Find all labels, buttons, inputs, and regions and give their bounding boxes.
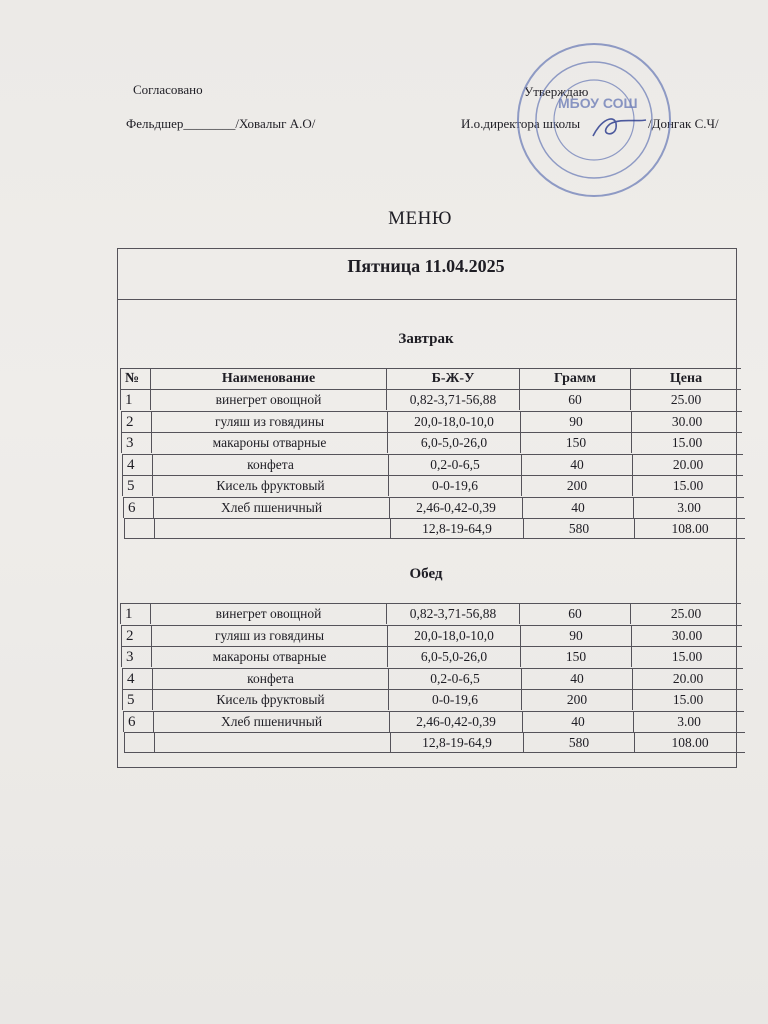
column-name-cell: винегрет овощной xyxy=(150,389,386,410)
column-gram-cell: 580 xyxy=(523,518,634,539)
table-row xyxy=(122,475,742,496)
column-price-cell: 108.00 xyxy=(634,518,745,539)
column-gram-cell: 90 xyxy=(520,411,631,432)
column-bju-cell: 2,46-0,42-0,39 xyxy=(389,711,522,732)
section-lunch-title: Обед xyxy=(409,566,443,582)
column-gram-cell: 60 xyxy=(519,389,630,410)
column-bju-header: Б-Ж-У xyxy=(386,368,519,389)
medic-signature-line: Фельдшер________/Ховалыг А.О/ xyxy=(126,116,316,131)
column-bju-cell: 20,0-18,0-10,0 xyxy=(387,625,520,646)
column-name-cell: гуляш из говядины xyxy=(151,411,387,432)
svg-text:МБОУ СОШ: МБОУ СОШ xyxy=(558,95,638,111)
table-row xyxy=(122,668,742,689)
column-gram-cell: 40 xyxy=(522,711,633,732)
column-gram-cell: 40 xyxy=(522,497,633,518)
column-name-cell: Хлеб пшеничный xyxy=(153,497,389,518)
column-number-cell: 6 xyxy=(123,497,153,518)
column-name-cell: конфета xyxy=(152,668,388,689)
column-number-cell: 4 xyxy=(122,454,152,475)
column-price-cell: 25.00 xyxy=(630,603,741,624)
menu-title: МЕНЮ xyxy=(388,208,452,229)
table-total-row xyxy=(124,732,744,753)
table-total-row xyxy=(124,518,744,539)
column-gram-cell: 90 xyxy=(520,625,631,646)
column-bju-cell: 0,2-0-6,5 xyxy=(388,454,521,475)
column-number-cell: 6 xyxy=(123,711,153,732)
column-number-cell: 5 xyxy=(122,475,152,496)
director-name: /Донгак С.Ч/ xyxy=(648,116,719,131)
column-gram-cell: 200 xyxy=(521,689,632,710)
day-title: Пятница 11.04.2025 xyxy=(347,256,505,276)
table-header-row xyxy=(120,368,740,389)
column-number-cell: 1 xyxy=(120,603,150,624)
section-breakfast-title: Завтрак xyxy=(398,331,454,347)
table-row xyxy=(121,625,741,646)
column-gram-cell: 200 xyxy=(521,475,632,496)
table-row xyxy=(121,432,741,453)
column-number-cell: 4 xyxy=(122,668,152,689)
column-gram-cell: 40 xyxy=(521,668,632,689)
director-signature-line: И.о.директора школы xyxy=(461,116,581,131)
table-row xyxy=(120,603,740,624)
column-name-cell: макароны отварные xyxy=(151,646,387,667)
table-row xyxy=(120,389,740,410)
column-name-cell: конфета xyxy=(152,454,388,475)
column-bju-cell: 12,8-19-64,9 xyxy=(390,518,523,539)
column-price-cell: 108.00 xyxy=(634,732,745,753)
approve-label: Утверждаю xyxy=(524,84,589,99)
column-number-cell: 5 xyxy=(122,689,152,710)
column-price-cell: 15.00 xyxy=(632,475,743,496)
column-bju-cell: 6,0-5,0-26,0 xyxy=(387,432,520,453)
column-name-cell xyxy=(154,518,390,539)
table-row xyxy=(121,411,741,432)
column-number-cell: 2 xyxy=(121,411,151,432)
table-row xyxy=(123,711,743,732)
column-name-cell: Кисель фруктовый xyxy=(152,475,388,496)
table-row xyxy=(122,454,742,475)
column-gram-cell: 150 xyxy=(520,646,631,667)
column-bju-cell: 0,82-3,71-56,88 xyxy=(386,389,519,410)
column-gram-cell: 580 xyxy=(523,732,634,753)
column-bju-cell: 2,46-0,42-0,39 xyxy=(389,497,522,518)
table-row xyxy=(122,689,742,710)
column-name-cell: макароны отварные xyxy=(151,432,387,453)
column-price-header: Цена xyxy=(630,368,741,389)
column-price-cell: 3.00 xyxy=(633,497,744,518)
column-number-cell: 1 xyxy=(120,389,150,410)
column-number-cell: 3 xyxy=(121,646,151,667)
column-bju-cell: 0-0-19,6 xyxy=(388,475,521,496)
column-price-cell: 15.00 xyxy=(631,432,742,453)
column-bju-cell: 6,0-5,0-26,0 xyxy=(387,646,520,667)
column-number-cell: 2 xyxy=(121,625,151,646)
column-bju-cell: 0,82-3,71-56,88 xyxy=(386,603,519,624)
column-price-cell: 20.00 xyxy=(632,454,743,475)
column-price-cell: 25.00 xyxy=(630,389,741,410)
column-price-cell: 15.00 xyxy=(632,689,743,710)
column-gram-header: Грамм xyxy=(519,368,630,389)
column-price-cell: 30.00 xyxy=(631,625,742,646)
column-bju-cell: 0,2-0-6,5 xyxy=(388,668,521,689)
agreed-label: Согласовано xyxy=(133,82,203,97)
column-name-cell: Кисель фруктовый xyxy=(152,689,388,710)
column-bju-cell: 0-0-19,6 xyxy=(388,689,521,710)
column-number-cell xyxy=(124,518,154,539)
column-gram-cell: 60 xyxy=(519,603,630,624)
column-name-header: Наименование xyxy=(150,368,386,389)
school-seal-stamp xyxy=(498,38,680,208)
column-gram-cell: 150 xyxy=(520,432,631,453)
day-divider xyxy=(117,299,737,300)
column-number-cell xyxy=(124,732,154,753)
column-number-header: № xyxy=(120,368,150,389)
column-price-cell: 20.00 xyxy=(632,668,743,689)
column-name-cell xyxy=(154,732,390,753)
column-name-cell: гуляш из говядины xyxy=(151,625,387,646)
column-price-cell: 3.00 xyxy=(633,711,744,732)
table-row xyxy=(121,646,741,667)
signature-scribble xyxy=(593,119,646,136)
column-name-cell: винегрет овощной xyxy=(150,603,386,624)
column-bju-cell: 20,0-18,0-10,0 xyxy=(387,411,520,432)
table-row xyxy=(123,497,743,518)
column-gram-cell: 40 xyxy=(521,454,632,475)
column-number-cell: 3 xyxy=(121,432,151,453)
column-price-cell: 15.00 xyxy=(631,646,742,667)
column-name-cell: Хлеб пшеничный xyxy=(153,711,389,732)
column-price-cell: 30.00 xyxy=(631,411,742,432)
column-bju-cell: 12,8-19-64,9 xyxy=(390,732,523,753)
